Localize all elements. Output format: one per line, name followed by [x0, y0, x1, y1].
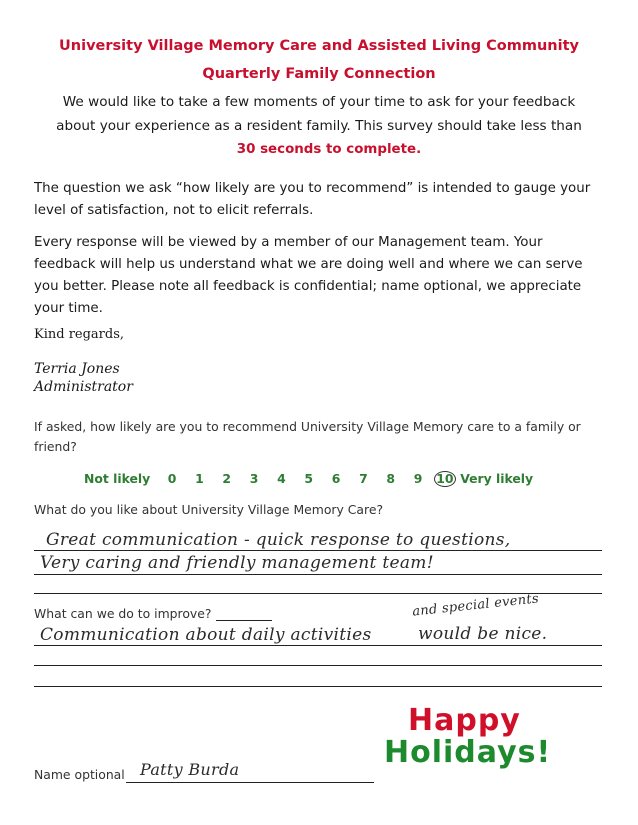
- scale-option-3[interactable]: 3: [249, 471, 259, 486]
- answer-rule: [34, 665, 602, 666]
- org-title: University Village Memory Care and Assisted Living Community: [59, 38, 579, 54]
- holidays-text: Holidays!: [384, 735, 552, 770]
- scale-option-2[interactable]: 2: [222, 471, 232, 486]
- improve-answer-line-1b: would be nice.: [418, 624, 548, 644]
- happy-text: Happy: [408, 703, 521, 738]
- signer-role: Administrator: [34, 379, 133, 395]
- scale-option-7[interactable]: 7: [359, 471, 368, 486]
- signer-name: Terria Jones: [34, 361, 120, 377]
- scale-option-1[interactable]: 1: [195, 471, 204, 486]
- answer-rule: [34, 686, 602, 687]
- question-likes: What do you like about University Village Memory Care?: [34, 502, 384, 517]
- scale-option-0[interactable]: 0: [167, 471, 177, 486]
- intro-line-3: 30 seconds to complete.: [236, 142, 422, 157]
- scale-option-10-selected[interactable]: 10: [434, 471, 456, 487]
- scale-low-label: Not likely: [84, 471, 151, 486]
- question-recommend: If asked, how likely are you to recommend University Village Memory care to a family or friend?: [34, 419, 581, 454]
- paragraph-confidentiality: Every response will be viewed by a member of our Management team. Your feedback will help us understand what we are doing well and where we can serve you better. Please note all feedback is confidential; name optional, we appreciate your time.: [34, 235, 583, 316]
- likes-answer-line-2: Very caring and friendly management team!: [40, 553, 434, 573]
- survey-subtitle: Quarterly Family Connection: [202, 66, 436, 82]
- scale-high-label: Very likely: [460, 471, 534, 486]
- scale-option-4[interactable]: 4: [277, 471, 286, 486]
- holiday-greeting-line-1: [408, 704, 521, 738]
- scale-option-5[interactable]: 5: [304, 471, 314, 486]
- respondent-name: Patty Burda: [140, 760, 240, 779]
- answer-rule: [34, 574, 602, 575]
- scale-option-6[interactable]: 6: [331, 471, 341, 486]
- kind-regards: Kind regards,: [34, 327, 125, 342]
- improve-short-rule: [216, 620, 272, 621]
- answer-rule: [34, 645, 602, 646]
- holiday-greeting-line-2: [384, 736, 551, 770]
- improve-answer-line-1: Communication about daily activities: [40, 625, 372, 645]
- scale-option-8[interactable]: 8: [386, 471, 396, 486]
- intro-line-1: We would like to take a few moments of your time to ask for your feedback: [62, 94, 576, 110]
- likelihood-scale: [84, 471, 533, 487]
- paragraph-purpose: The question we ask “how likely are you to recommend” is intended to gauge your level of satisfaction, not to elicit referrals.: [34, 181, 591, 218]
- scale-option-9[interactable]: 9: [413, 471, 423, 486]
- improve-answer-insert: and special events: [411, 591, 540, 620]
- name-rule: [126, 782, 374, 783]
- answer-rule: [34, 550, 602, 551]
- name-optional-label: Name optional: [34, 767, 125, 782]
- likes-answer-line-1: Great communication - quick response to questions,: [46, 530, 511, 550]
- question-improve: What can we do to improve?: [34, 606, 212, 621]
- intro-line-2: about your experience as a resident family. This survey should take less than: [56, 118, 582, 134]
